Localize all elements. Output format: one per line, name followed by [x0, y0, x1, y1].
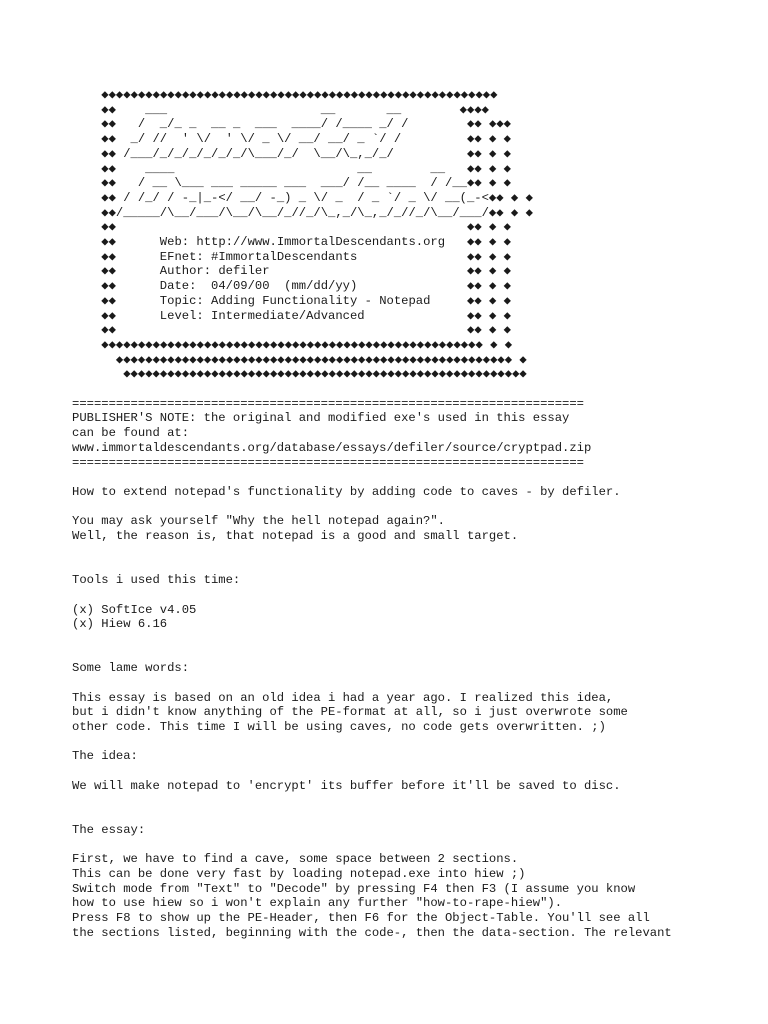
spacer — [72, 838, 762, 853]
spacer — [72, 588, 762, 603]
publisher-note — [72, 397, 762, 471]
banner-line: ◆◆ Author: defiler ◆◆ ◆ ◆ — [72, 264, 511, 279]
spacer — [72, 735, 762, 750]
section-heading-lame-words: Some lame words: — [72, 661, 190, 676]
spacer — [72, 794, 762, 809]
section-heading-essay: The essay: — [72, 822, 146, 837]
banner-line: ◆◆ ◆◆ ◆ ◆ — [72, 323, 511, 338]
tool-item: (x) SoftIce v4.05 — [72, 602, 197, 617]
paragraph-line: This can be done very fast by loading notepad.exe into hiew ;) — [72, 867, 526, 882]
banner-line: ◆◆ ____ __ __ ◆◆ ◆ ◆ — [72, 161, 511, 176]
separator-line: ====================================================================== — [72, 396, 584, 411]
banner-line: ◆◆ Level: Intermediate/Advanced ◆◆ ◆ ◆ — [72, 308, 511, 323]
banner-line: ◆◆ EFnet: #ImmortalDescendants ◆◆ ◆ ◆ — [72, 249, 511, 264]
spacer — [72, 470, 762, 485]
banner-line: ◆◆ ___ __ __ ◆◆◆◆ — [72, 102, 490, 117]
paragraph-line: but i didn't know anything of the PE-format at all, so i just overwrote some — [72, 705, 628, 720]
paragraph-line: This essay is based on an old idea i had a year ago. I realized this idea, — [72, 690, 614, 705]
banner-line: ◆◆◆◆◆◆◆◆◆◆◆◆◆◆◆◆◆◆◆◆◆◆◆◆◆◆◆◆◆◆◆◆◆◆◆◆◆◆◆◆◆◆◆◆◆◆◆◆◆◆◆◆◆◆ ◆ — [72, 352, 527, 367]
banner-line: ◆◆/_____/\__/___/\__/\__/_//_/\_,_/\_,_/_//_/\__/___/◆◆ ◆ ◆ — [72, 205, 533, 220]
separator-line: ====================================================================== — [72, 455, 584, 470]
paragraph-line: You may ask yourself "Why the hell notepad again?". — [72, 514, 445, 529]
banner-line: ◆◆ ◆◆ ◆ ◆ — [72, 220, 511, 235]
paragraph-line: We will make notepad to 'encrypt' its buffer before it'll be saved to disc. — [72, 778, 621, 793]
ascii-banner — [72, 88, 762, 382]
paragraph-line: the sections listed, beginning with the code-, then the data-section. The relevant — [72, 925, 672, 940]
download-url: www.immortaldescendants.org/database/essays/defiler/source/cryptpad.zip — [72, 440, 592, 455]
spacer — [72, 647, 762, 662]
tool-item: (x) Hiew 6.16 — [72, 617, 168, 632]
spacer — [72, 808, 762, 823]
spacer — [72, 382, 762, 397]
intro-line: How to extend notepad's functionality by adding code to caves - by defiler. — [72, 484, 621, 499]
banner-line: ◆◆◆◆◆◆◆◆◆◆◆◆◆◆◆◆◆◆◆◆◆◆◆◆◆◆◆◆◆◆◆◆◆◆◆◆◆◆◆◆◆◆◆◆◆◆◆◆◆◆◆◆◆◆ — [72, 88, 498, 102]
banner-line: ◆◆◆◆◆◆◆◆◆◆◆◆◆◆◆◆◆◆◆◆◆◆◆◆◆◆◆◆◆◆◆◆◆◆◆◆◆◆◆◆◆◆◆◆◆◆◆◆◆◆◆◆ ◆ ◆ — [72, 337, 513, 352]
publisher-note-line: PUBLISHER'S NOTE: the original and modified exe's used in this essay — [72, 411, 570, 426]
document-page — [72, 88, 762, 1018]
banner-line: ◆◆ Topic: Adding Functionality - Notepad ◆◆ ◆ ◆ — [72, 293, 511, 308]
paragraph-line: other code. This time I will be using caves, no code gets overwritten. ;) — [72, 720, 606, 735]
spacer — [72, 764, 762, 779]
publisher-note-line: can be found at: — [72, 426, 190, 441]
paragraph-line: Switch mode from "Text" to "Decode" by pressing F4 then F3 (I assume you know — [72, 881, 636, 896]
spacer — [72, 632, 762, 647]
banner-line: ◆◆ Web: http://www.ImmortalDescendants.org ◆◆ ◆ ◆ — [72, 235, 511, 250]
paragraph-line: Well, the reason is, that notepad is a good and small target. — [72, 529, 519, 544]
section-heading-idea: The idea: — [72, 749, 138, 764]
spacer — [72, 558, 762, 573]
paragraph-line: Press F8 to show up the PE-Header, then F6 for the Object-Table. You'll see all — [72, 911, 650, 926]
paragraph-line: how to use hiew so i won't explain any further "how-to-rape-hiew"). — [72, 896, 563, 911]
banner-line: ◆◆ / __ \___ ___ _____ ___ ___/ /__ ____ / /__◆◆ ◆ ◆ — [72, 176, 511, 191]
paragraph-line: First, we have to find a cave, some space between 2 sections. — [72, 852, 519, 867]
banner-line: ◆◆ Date: 04/09/00 (mm/dd/yy) ◆◆ ◆ ◆ — [72, 279, 511, 294]
banner-line: ◆◆ / _/_ _ __ _ ___ ____/ /____ _/ / ◆◆ ◆◆◆ — [72, 117, 511, 132]
banner-line: ◆◆ _/ // ' \/ ' \/ _ \/ __/ __/ _ `/ / ◆◆ ◆ ◆ — [72, 132, 511, 147]
banner-line: ◆◆◆◆◆◆◆◆◆◆◆◆◆◆◆◆◆◆◆◆◆◆◆◆◆◆◆◆◆◆◆◆◆◆◆◆◆◆◆◆◆◆◆◆◆◆◆◆◆◆◆◆◆◆◆ — [72, 367, 527, 382]
spacer — [72, 544, 762, 559]
banner-line: ◆◆ / /_/ / -_|_-</ __/ -_) _ \/ _ / _ `/ _ \/ __(_-<◆◆ ◆ ◆ — [72, 190, 533, 205]
section-heading-tools: Tools i used this time: — [72, 573, 241, 588]
spacer — [72, 500, 762, 515]
banner-line: ◆◆ /___/_/_/_/_/_/_/\___/_/ \__/\_,_/_/ ◆◆ ◆ ◆ — [72, 146, 511, 161]
spacer — [72, 676, 762, 691]
